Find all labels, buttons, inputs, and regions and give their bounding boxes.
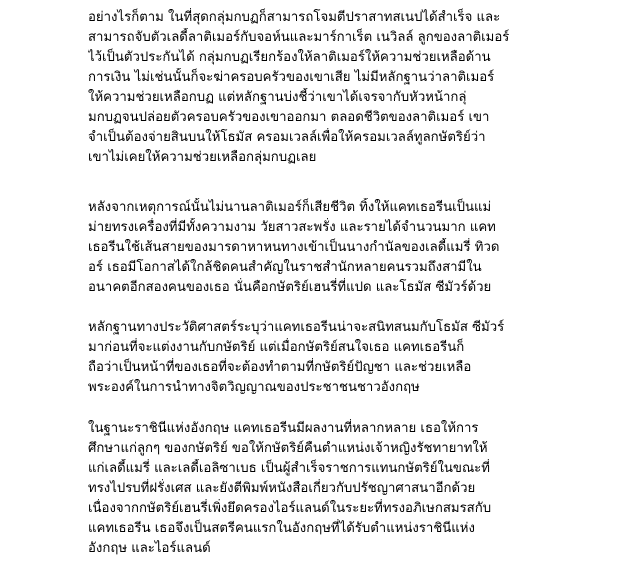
text-line: มกบฏจนปล่อยตัวครอบครัวของเขาออกมา ตลอดชีวิตของลาติเมอร์ เขา xyxy=(88,110,490,125)
text-line: อร์ เธอมีโอกาสได้ใกล้ชิดคนสำคัญในราชสำนักหลายคนรวมถึงสามีใน xyxy=(88,260,482,275)
text-line: ศึกษาแก่ลูกๆ ของกษัตริย์ ขอให้กษัตริย์คืนตำแหน่งเจ้าหญิงรัชทายาทให้ xyxy=(88,441,488,456)
text-line: หลังจากเหตุการณ์นั้นไม่นานลาติเมอร์ก็เสียชีวิต ทิ้งให้แคทเธอรีนเป็นแม่ xyxy=(88,200,492,215)
paragraph-2 xyxy=(88,198,628,298)
text-line: สามารถจับตัวเลดี้ลาติเมอร์กับจอห์นและมาร์กาเร็ต เนวิลล์ ลูกของลาติเมอร์ xyxy=(88,30,510,45)
paragraph-4 xyxy=(88,419,628,559)
paragraph-1 xyxy=(88,8,628,168)
paragraph-3 xyxy=(88,318,628,398)
text-line: จำเป็นต้องจ่ายสินบนให้โธมัส ครอมเวลล์เพื่อให้ครอมเวลล์ทูลกษัตริย์ว่า xyxy=(88,130,486,145)
text-line: เขาไม่เคยให้ความช่วยเหลือกลุ่มกบฏเลย xyxy=(88,150,317,165)
text-line: หลักฐานทางประวัติศาสตร์ระบุว่าแคทเธอรีนน่าจะสนิทสนมกับโธมัส ซีมัวร์ xyxy=(88,320,505,335)
text-line: อังกฤษ และไอร์แลนด์ xyxy=(88,541,211,556)
text-line: การเงิน ไม่เช่นนั้นก็จะฆ่าครอบครัวของเขาเสีย ไม่มีหลักฐานว่าลาติเมอร์ xyxy=(88,70,495,85)
text-line: แก่เลดี้แมรี่ และเลดี้เอลิซาเบธ เป็นผู้สำเร็จราชการแทนกษัตริย์ในขณะที่ xyxy=(88,461,490,476)
text-line: ม่ายทรงเครื่องที่มีทั้งความงาม วัยสาวสะพรั่ง และรายได้จำนวนมาก แคท xyxy=(88,220,496,235)
text-line: ไว้เป็นตัวประกันได้ กลุ่มกบฏเรียกร้องให้ลาติเมอร์ให้ความช่วยเหลือด้าน xyxy=(88,50,491,65)
text-line: มาก่อนที่จะแต่งงานกับกษัตริย์ แต่เมื่อกษัตริย์สนใจเธอ แคทเธอรีนก็ xyxy=(88,340,465,355)
text-line: ในฐานะราชินีแห่งอังกฤษ แคทเธอรีนมีผลงานที่หลากหลาย เธอให้การ xyxy=(88,421,479,436)
text-line: อนาคตอีกสองคนของเธอ นั่นคือกษัตริย์เฮนรี่ที่แปด และโธมัส ซีมัวร์ด้วย xyxy=(88,280,492,295)
text-line: ให้ความช่วยเหลือกบฏ แต่หลักฐานบ่งชี้ว่าเขาได้เจรจากับหัวหน้ากลุ่ xyxy=(88,90,467,105)
text-line: ถือว่าเป็นหน้าที่ของเธอที่จะต้องทำตามที่กษัตริย์ปัญชา และช่วยเหลือ xyxy=(88,360,472,375)
text-line: เนื่องจากกษัตริย์เฮนรี่เพิ่งยึดครองไอร์แลนด์ในระยะที่ทรงอภิเษกสมรสกับ xyxy=(88,501,492,516)
text-line: เธอรีนใช้เส้นสายของมารดาหาหนทางเข้าเป็นนางกำนัลของเลดี้แมรี่ ทิวด xyxy=(88,240,500,255)
text-line: แคทเธอรีน เธอจึงเป็นสตรีคนแรกในอังกฤษที่ได้รับตำแหน่งราชินีแห่ง xyxy=(88,521,475,536)
text-line: ทรงไปรบที่ฝรั่งเศส และยังตีพิมพ์หนังสือเกี่ยวกับปรัชญาศาสนาอีกด้วย xyxy=(88,481,476,496)
text-line: อย่างไรก็ตาม ในที่สุดกลุ่มกบฏก็สามารถโจมตีปราสาทสเนปได้สำเร็จ และ xyxy=(88,10,501,25)
text-line: พระองค์ในการนำทางจิตวิญญาณของประชาชนชาวอังกฤษ xyxy=(88,380,420,395)
